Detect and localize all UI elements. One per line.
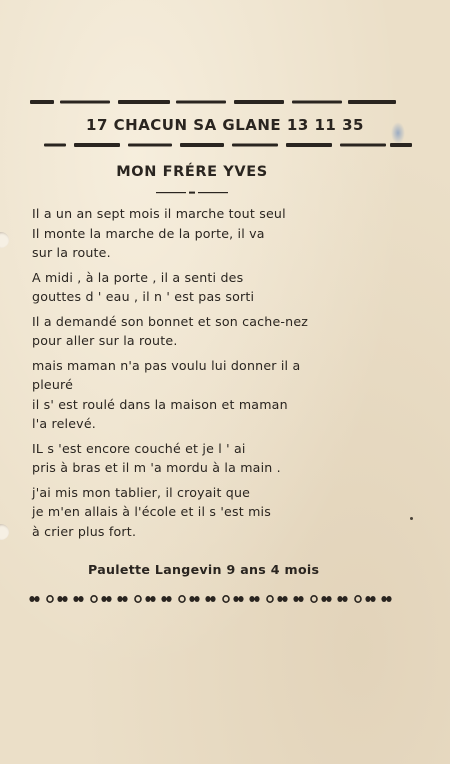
stanza <box>32 312 382 351</box>
poem-line: pleuré <box>32 377 74 392</box>
poem-line: l'a relevé. <box>32 416 96 431</box>
header-text: 17 CHACUN SA GLANE 13 11 35 <box>86 116 364 134</box>
poem-body <box>32 204 382 546</box>
stanza <box>32 268 382 307</box>
poem-line: A midi , à la porte , il a senti des <box>32 269 244 285</box>
poem-line: mais maman n'a pas voulu lui donner il a <box>32 357 301 373</box>
ink-speck <box>410 517 413 520</box>
poem-line: pris à bras et il m 'a mordu à la main . <box>32 460 281 475</box>
binder-hole-top <box>0 232 9 248</box>
stanza <box>32 204 382 263</box>
poem-line: j'ai mis mon tablier, il croyait que <box>32 484 251 500</box>
poem-line: IL s 'est encore couché et je l ' ai <box>32 440 246 456</box>
mid-ornament-rule <box>44 141 414 149</box>
author-signature: Paulette Langevin 9 ans 4 mois <box>88 562 320 577</box>
binder-hole-bottom <box>0 524 9 540</box>
poem-line: je m'en allais à l'école et il s 'est mis <box>32 504 272 519</box>
title-underline <box>156 191 228 194</box>
poem-line: pour aller sur la route. <box>32 333 178 348</box>
poem-line: il s' est roulé dans la maison et maman <box>32 396 288 412</box>
bottom-ornament-rule <box>28 592 400 606</box>
stanza <box>32 439 382 478</box>
poem-title: MON FRÉRE YVES <box>116 164 268 180</box>
poem-line: Il a un an sept mois il marche tout seul <box>32 206 286 221</box>
poem-line: à crier plus fort. <box>32 523 137 539</box>
poem-line: gouttes d ' eau , il n ' est pas sorti <box>32 289 255 304</box>
stanza <box>32 356 382 434</box>
poem-line: sur la route. <box>32 245 111 260</box>
stanza <box>32 483 382 542</box>
poem-line: Il monte la marche de la porte, il va <box>32 225 265 241</box>
poem-line: Il a demandé son bonnet et son cache-nez <box>32 313 309 329</box>
top-ornament-rule <box>30 98 400 106</box>
